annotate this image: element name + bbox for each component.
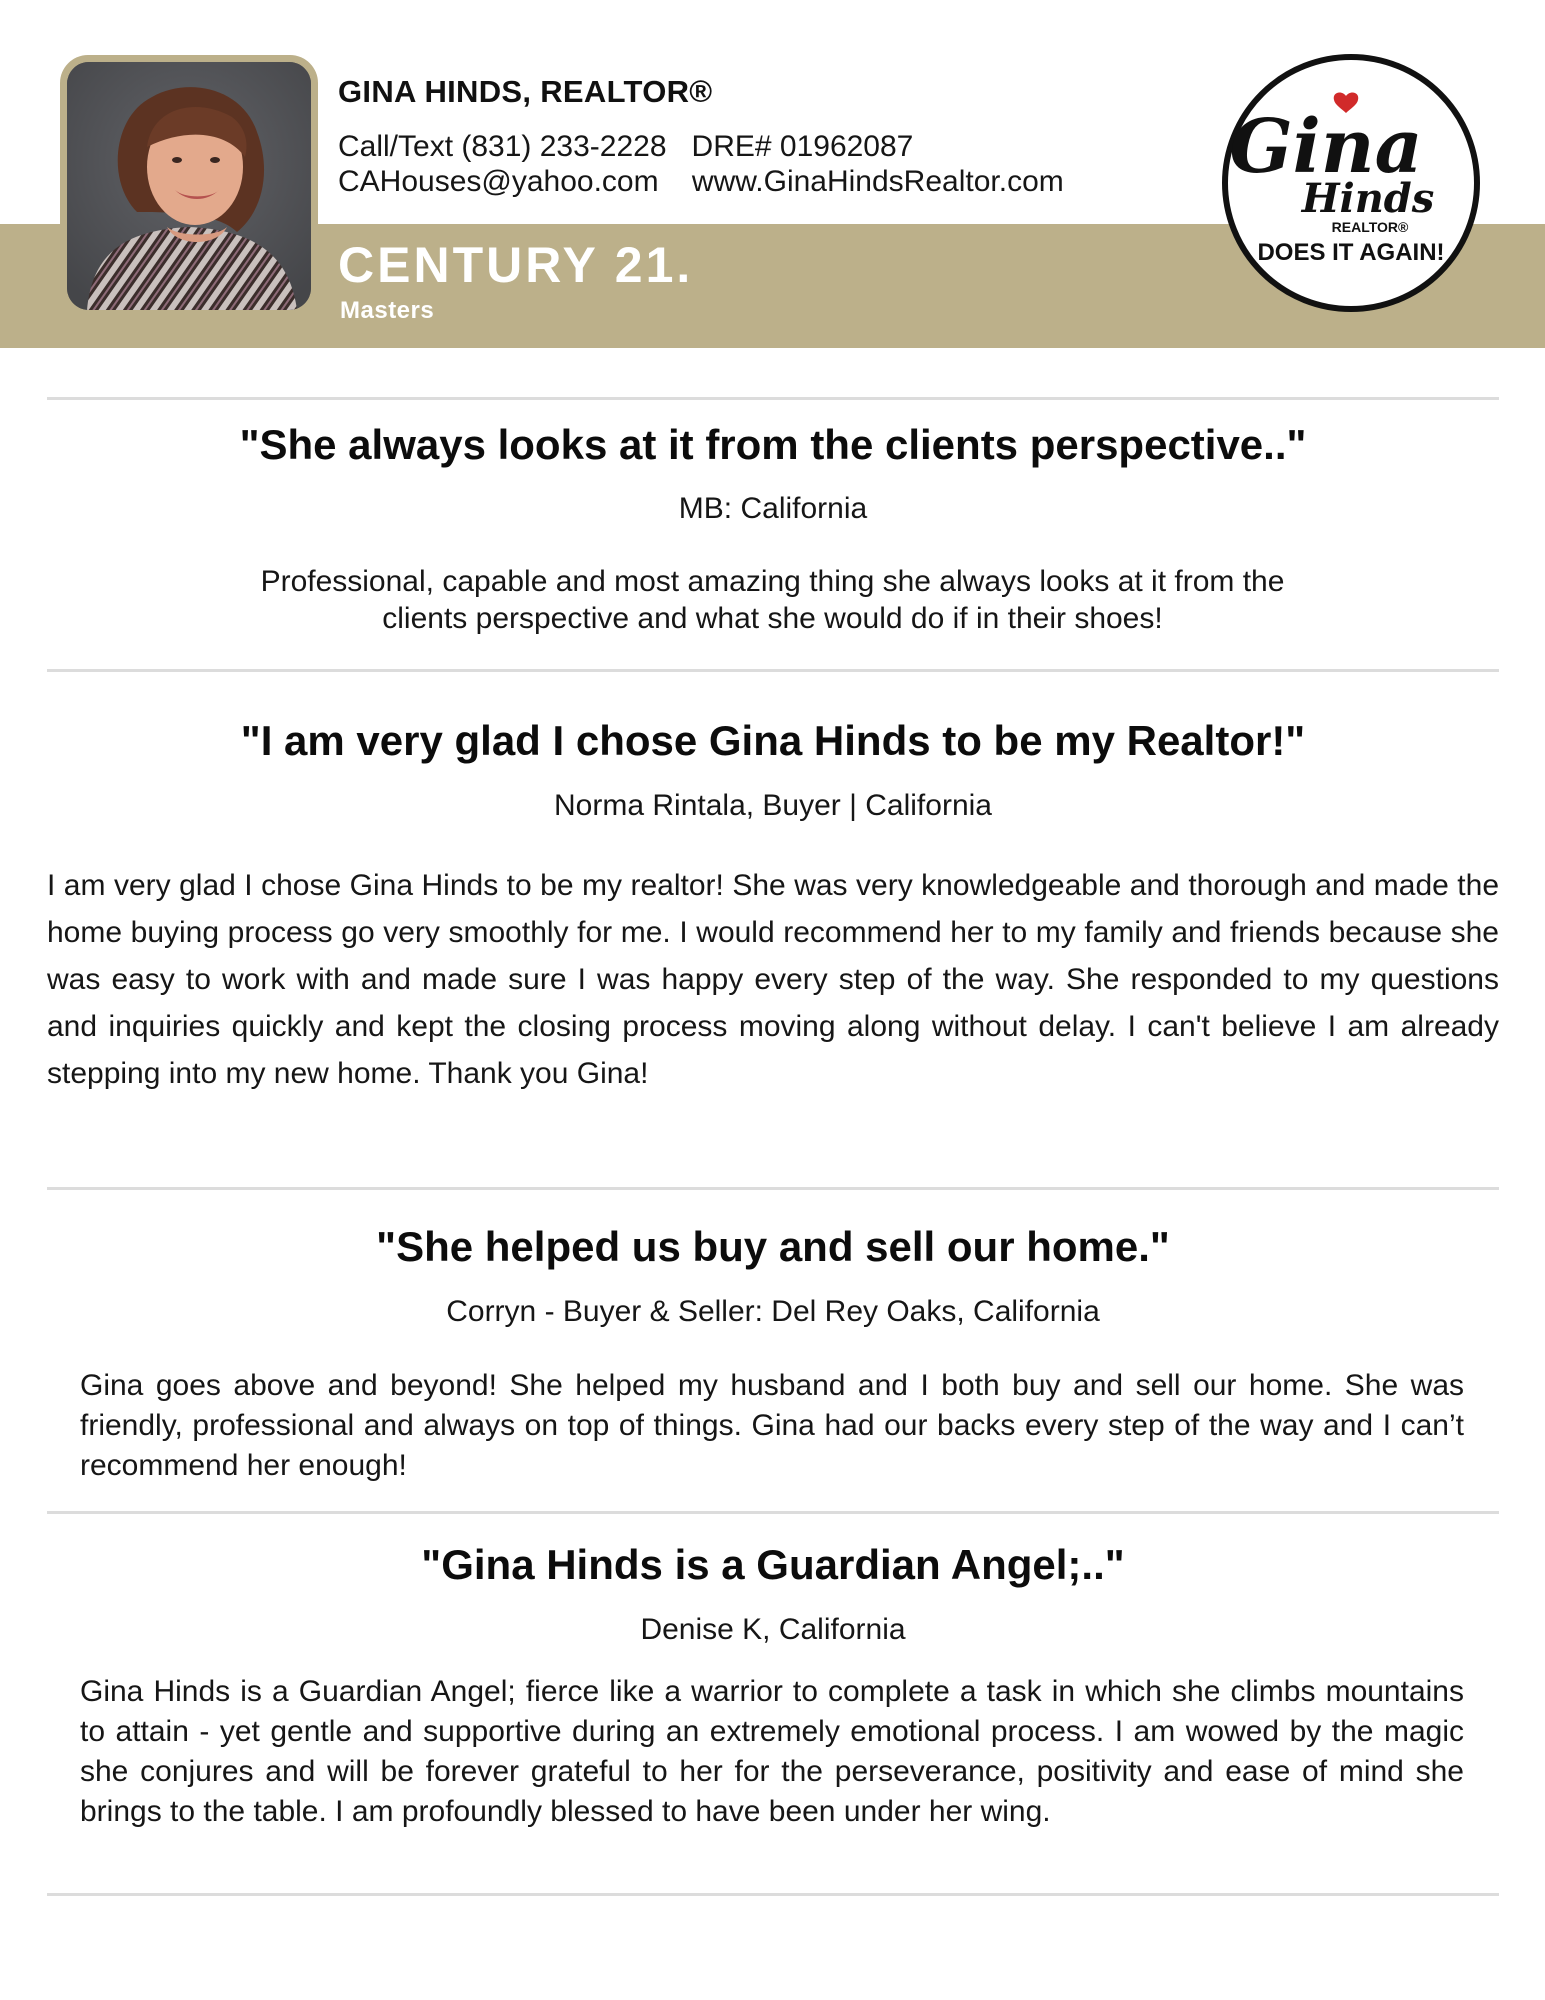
email-website-line: CAHouses@yahoo.com www.GinaHindsRealtor.com bbox=[338, 165, 1064, 198]
agent-portrait-icon bbox=[67, 62, 311, 310]
brokerage-office: Masters bbox=[340, 297, 435, 324]
testimonial-1-author: MB: California bbox=[678, 492, 868, 525]
logo-realtor: REALTOR® bbox=[1331, 219, 1409, 235]
header bbox=[0, 0, 1545, 350]
logo-tagline: DOES IT AGAIN! bbox=[1257, 239, 1445, 266]
divider bbox=[47, 1893, 1499, 1896]
agent-name: GINA HINDS, REALTOR® bbox=[338, 74, 713, 109]
divider bbox=[47, 669, 1499, 672]
testimonial-3-body: Gina goes above and beyond! She helped my husband and I both buy and sell our home. She was friendly, professional and always on top of things. Gina had our backs every step of the way and I can’t recommend her enough! bbox=[80, 1369, 1464, 1482]
gina-hinds-logo bbox=[1222, 54, 1480, 312]
logo-script-hinds: Hinds bbox=[1301, 175, 1435, 222]
divider bbox=[47, 1511, 1499, 1514]
testimonial-3-headline: "She helped us buy and sell our home." bbox=[376, 1223, 1170, 1270]
divider bbox=[47, 397, 1499, 400]
phone-dre-line: Call/Text (831) 233-2228 DRE# 01962087 bbox=[338, 130, 914, 163]
testimonial-4-author: Denise K, California bbox=[640, 1613, 906, 1646]
testimonial-2-body: I am very glad I chose Gina Hinds to be my realtor! She was very knowledgeable and thorough and made the home buying process go very smoothly for me. I would recommend her to my family and friends because she was easy to work with and made sure I was happy every step of the way. She responded to my questions and inquiries quickly and kept the closing process moving along without delay. I can't believe I am already stepping into my new home. Thank you Gina! bbox=[47, 869, 1499, 1090]
divider bbox=[47, 1187, 1499, 1190]
logo-emblem bbox=[1228, 60, 1474, 306]
agent-photo-frame bbox=[60, 55, 318, 317]
testimonial-1-body: Professional, capable and most amazing thing she always looks at it from the clients perspective and what she would do if in their shoes! bbox=[260, 565, 1285, 635]
testimonial-1-headline: "She always looks at it from the clients perspective.." bbox=[239, 421, 1307, 468]
testimonial-3-author: Corryn - Buyer & Seller: Del Rey Oaks, California bbox=[446, 1295, 1100, 1328]
testimonial-2-headline: "I am very glad I chose Gina Hinds to be my Realtor!" bbox=[240, 717, 1306, 764]
agent-photo bbox=[67, 62, 311, 310]
brokerage-name: CENTURY 21. bbox=[338, 237, 694, 293]
testimonial-2-author: Norma Rintala, Buyer | California bbox=[554, 789, 992, 822]
testimonial-4-headline: "Gina Hinds is a Guardian Angel;.." bbox=[421, 1541, 1125, 1588]
testimonial-4-body: Gina Hinds is a Guardian Angel; fierce like a warrior to complete a task in which she climbs mountains to attain - yet gentle and supportive during an extremely emotional process. I am wowed by the magic she conjures and will be forever grateful to her for the perseverance, positivity and ease of mind she brings to the table. I am profoundly blessed to have been under her wing. bbox=[80, 1675, 1464, 1828]
logo-script-gina: Gina bbox=[1229, 104, 1423, 190]
